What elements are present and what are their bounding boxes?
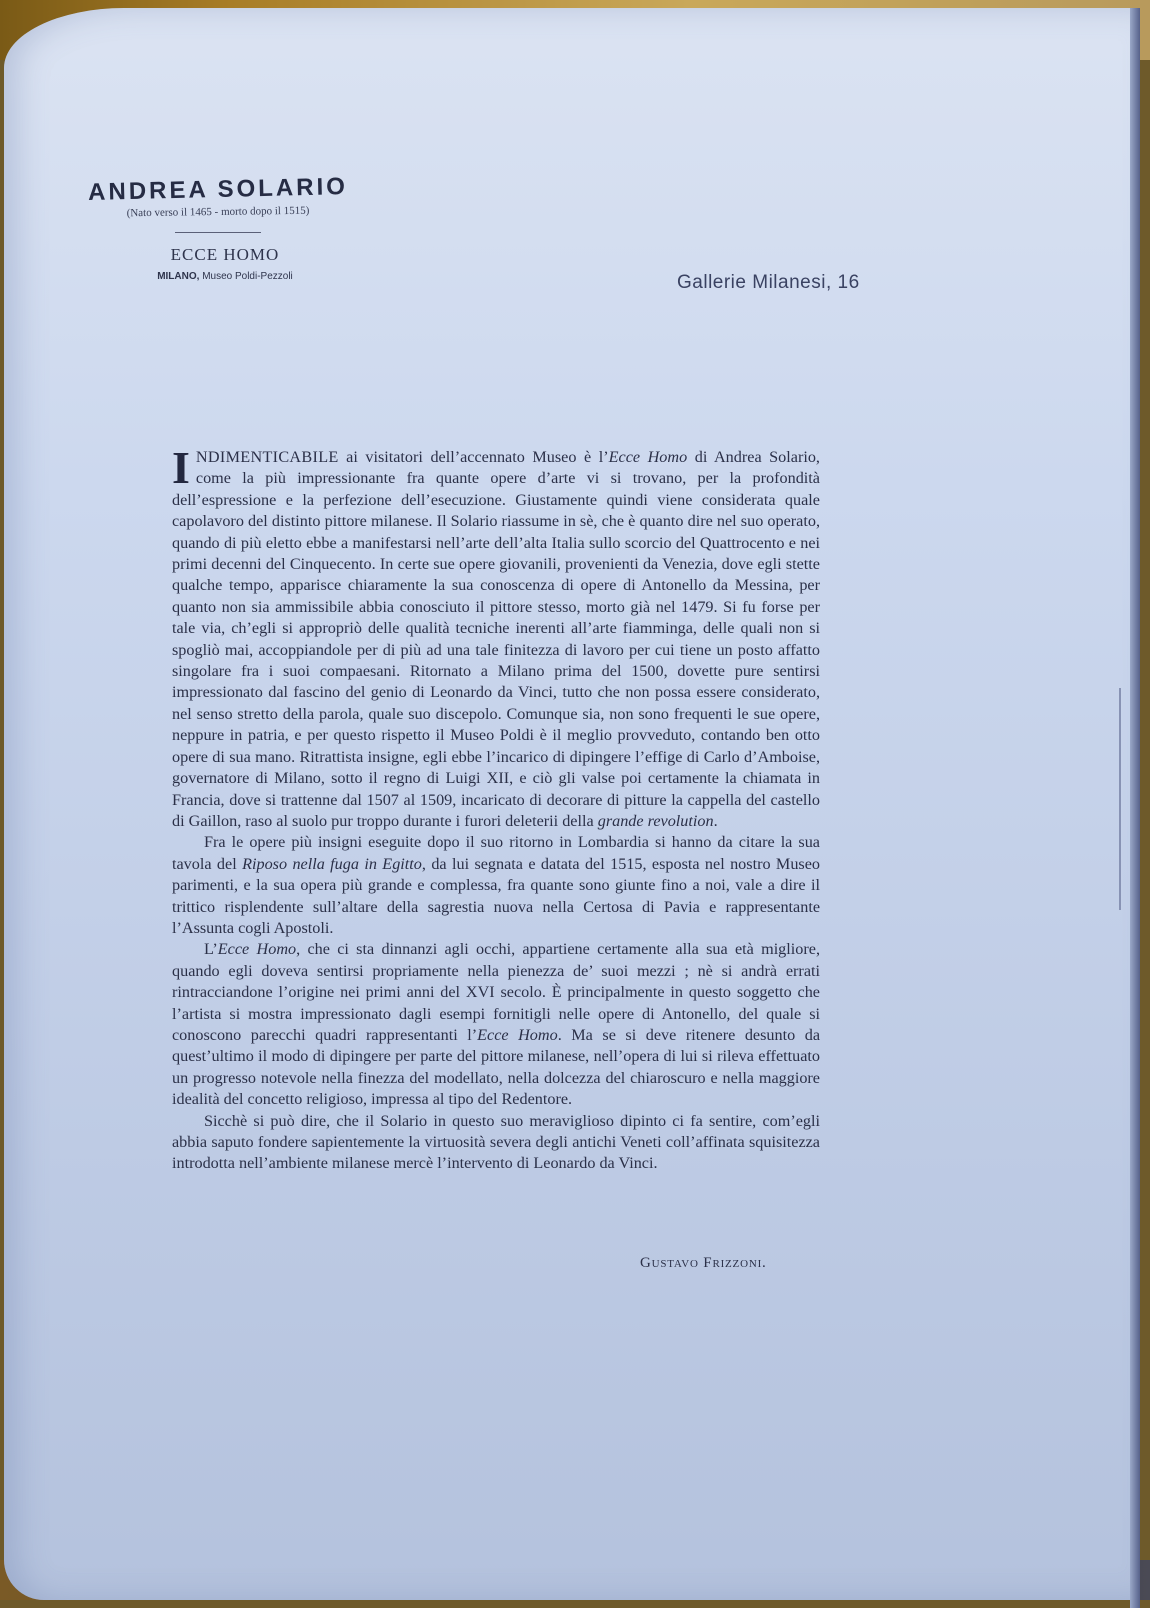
italic-title: Ecce Homo: [477, 1025, 558, 1044]
series-label: Gallerie Milanesi, 16: [677, 272, 860, 293]
text-run: ai visitatori dell’accennato Museo è l’: [338, 448, 609, 466]
italic-title: grande revolution: [597, 811, 714, 830]
article-paragraph: [172, 832, 820, 939]
text-run: Sicchè si può dire, che il Solario in questo suo meraviglioso dipinto ci fa sentire, com’egli abbia saputo fondere sapientemente la virtuosità severa degli antichi Veneti coll’affinata squisitezza introdotta nell’ambiente milanese mercè l’intervento di Leonardo da Vinci.: [172, 1111, 820, 1173]
work-location: [92, 271, 358, 282]
work-title: ECCE HOMO: [170, 245, 280, 264]
plate-header: [78, 173, 358, 282]
paragraph-text: [172, 833, 820, 937]
text-run: .: [713, 811, 718, 830]
header-divider: [175, 232, 261, 233]
artist-name: ANDREA SOLARIO: [87, 173, 349, 206]
paragraph-text: [172, 442, 820, 830]
article-paragraph: [172, 1111, 820, 1175]
italic-title: Riposo nella fuga in Egitto: [242, 854, 422, 873]
italic-title: Ecce Homo: [217, 940, 297, 959]
text-run: . Ma se si deve ritenere desunto da quest’ultimo il modo di dipingere per parte del pittore milanese, nell’opera di lui si rileva effettuato un progresso notevole nella finezza del modellato, nella dolcezza del chiaroscuro e nella maggiore idealità del concetto religioso, impressa al tipo del Redentore.: [172, 1025, 820, 1109]
artist-dates: (Nato verso il 1465 - morto dopo il 1515): [126, 204, 310, 220]
article-body: [172, 442, 820, 1175]
location-city: MILANO,: [157, 271, 200, 282]
location-museum: Museo Poldi-Pezzoli: [202, 271, 293, 282]
paragraph-text: [172, 1112, 820, 1173]
article-paragraph: [172, 939, 820, 1110]
page-crease-mark: [1119, 688, 1121, 910]
lead-word: NDIMENTICABILE: [195, 448, 339, 466]
drop-cap: I: [172, 442, 190, 493]
article-paragraph: [172, 442, 820, 832]
text-run: L’: [204, 940, 218, 959]
text-run: , che ci sta dinnanzi agli occhi, appartiene certamente alla sua età migliore, quando egli doveva sentirsi propriamente nella pienezza de’ suoi mezzi ; nè si andrà errati rintracciandone l’origine nei primi anni del XVI secolo. È principalmente in questo soggetto che l’artista si mostra impressionato dagli esempi fornitigli nelle opere di Antonello, del quale si conoscono parecchi quadri rappresentanti l’: [172, 940, 820, 1044]
author-signature: Gustavo Frizzoni.: [640, 1255, 767, 1271]
paragraph-text: [172, 940, 820, 1108]
italic-title: Ecce Homo: [608, 448, 688, 466]
text-run: di Andrea Solario, come la più impressionante fra quante opere d’arte vi si trovano, per la profondità dell’espressione e la perfezione dell’esecuzione. Giustamente quindi viene considerata quale capolavoro del distinto pittore milanese. Il Solario riassume in sè, che è quanto dire nel suo operato, quando di più eletto ebbe a manifestarsi nell’arte dell’alta Italia sullo scorcio del Quattrocento e nei primi decenni del Cinquecento. In certe sue opere giovanili, provenienti da Venezia, dove egli stette qualche tempo, apparisce chiaramente la sua conoscenza di opere di Antonello da Messina, per quanto non sia ammissibile abbia conosciuto il pittore stesso, morto già nel 1479. Si fu forse per tale via, ch’egli si appropriò delle qualità tecniche inerenti all’arte fiamminga, delle quali non si spogliò mai, accoppiandole per di più ad una tale finitezza di lavoro per cui tiene un posto affatto singolare fra i suoi compaesani. Ritornato a Milano prima del 1500, dovette pure sentirsi impressionato dal fascino del genio di Leonardo da Vinci, tutto che non possa essere considerato, nel senso stretto della parola, quale suo discepolo. Comunque sia, non sono frequenti le sue opere, neppure in patria, e per questo rispetto il Museo Poldi è il meglio provveduto, contando ben otto opere di sua mano. Ritrattista insigne, egli ebbe l’incarico di dipingere l’effige di Carlo d’Amboise, governatore di Milano, sotto il regno di Luigi XII, e ciò gli valse poi certamente la chiamata in Francia, dove si trattenne dal 1507 al 1509, incaricato di decorare di pitture la cappella del castello di Gaillon, raso al suolo pur troppo durante i furori deleterii della: [172, 448, 820, 830]
text-run: , da lui segnata e datata del 1515, esposta nel nostro Museo parimenti, e la sua opera più grande e complessa, fra quante sono giunte fino a noi, vale a dire il trittico risplendente sull’altare della sagrestia nuova nella Certosa di Pavia e rappresentante l’Assunta cogli Apostoli.: [172, 854, 820, 937]
page-edge: [1130, 8, 1140, 1608]
text-run: Fra le opere più insigni eseguite dopo il suo ritorno in Lombardia si hanno da citare la sua tavola del: [172, 833, 820, 873]
